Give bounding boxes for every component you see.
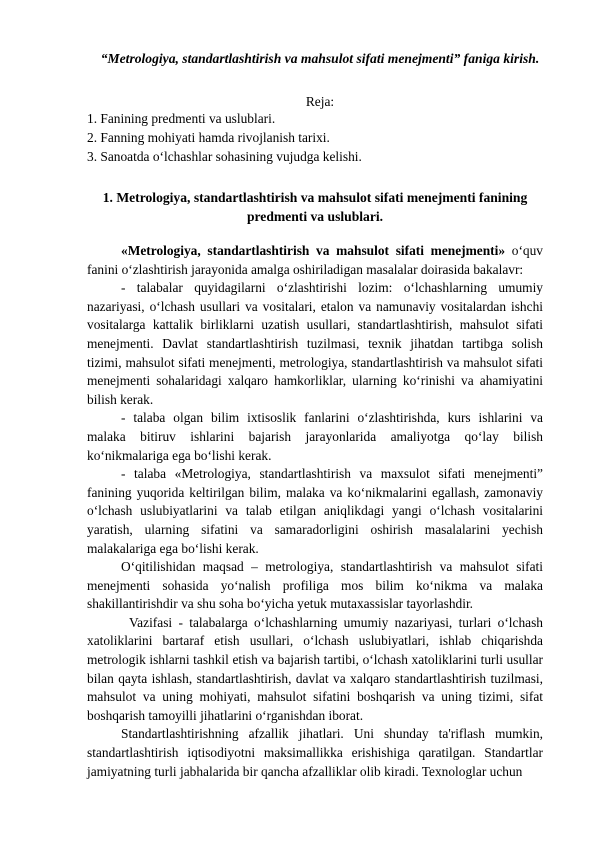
- paragraph: Vazifasi - talabalarga o‘lchashlarning umumiy nazariyasi, turlari o‘lchash xatoliklarini bartaraf etish usullari, o‘lchash uslubiyatlari, ishlab chiqarishda metrologik ishlarni tashkil etish va bajarish tartibi, o‘lchash xatoliklarini turli usullar bilan qayta ishlash, standartlashtirish, davlat va xalqaro standartlashtirish tuzilmasi, mahsulot va uning mohiyati, mahsulot sifatini boshqarish va uning tizimi, sifat boshqarish tamoyilli jihatlarini o‘rganishdan iborat.: [87, 614, 543, 723]
- section-body: [87, 242, 543, 781]
- document-title: “Metrologiya, standartlashtirish va mahsulot sifati menejmenti” faniga kirish.: [100, 51, 540, 66]
- paragraph: - talaba olgan bilim ixtisoslik fanlarini o‘zlashtirishda, kurs ishlarini va malaka bitiruv ishlarini bajarish jarayonlarida amaliyotga qo‘lay bilish ko‘nikmalariga ega bo‘lishi kerak.: [87, 410, 543, 463]
- intro-rest: o‘quv fanini o‘zlashtirish jarayonida amalga oshiriladigan masalalar doirasida bakalavr:: [87, 243, 543, 277]
- paragraph: O‘qitilishidan maqsad – metrologiya, standartlashtirish va mahsulot sifati menejmenti sohasida yo‘nalish profiliga mos bilim ko‘nikma va malaka shakillantirishdir va shu soha bo‘yicha yetuk mutaxassislar tayorlashdir.: [87, 559, 543, 612]
- intro-bold-phrase: «Metrologiya, standartlashtirish va mahsulot sifati menejmenti»: [121, 243, 506, 258]
- plan-item: 1. Fanining predmenti va uslublari.: [87, 111, 276, 126]
- plan-item: 3. Sanoatda o‘lchashlar sohasining vujudga kelishi.: [87, 149, 362, 164]
- paragraph: - talaba «Metrologiya, standartlashtirish va maxsulot sifati menejmenti” fanining yuqorida keltirilgan bilim, malaka va ko‘nikmalarini egallash, zamonaviy o‘lchash uslubiyatlarini va talab etilgan aniqlikdagi yangi o‘lchash vositalarini yaratish, ularning sifatini va samaradorligini oshirish masalalarini yechish malakalariga ega bo‘lishi kerak.: [87, 466, 543, 556]
- plan-item: 2. Fanning mohiyati hamda rivojlanish tarixi.: [87, 130, 330, 145]
- paragraph: - talabalar quyidagilarni o‘zlashtirishi lozim: o‘lchashlarning umumiy nazariyasi, o‘lchash usullari va vositalari, etalon va namunaviy vositalardan ishchi vositalarga kattalik birliklarni uzatish usullari, standartlashtirish, mahsulot sifati menejmenti. Davlat standartlashtirish tuzilmasi, texnik jihatdan tartibga solish tizimi, mahsulot sifati menejmenti, metrologiya, standartlashtirish va mahsulot sifati menejmenti sohalaridagi xalqaro hamkorliklar, ularning ko‘rinishi va ahamiyatini bilish kerak.: [87, 280, 543, 407]
- section-heading: 1. Metrologiya, standartlashtirish va mahsulot sifati menejmenti fanining predmenti va uslublari.: [102, 190, 528, 224]
- paragraph: Standartlashtirishning afzallik jihatlari. Uni shunday ta'riflash mumkin, standartlashtirish iqtisodiyotni maksimallikka erishishiga qaratilgan. Standartlar jamiyatning turli jabhalarida bir qancha afzalliklar olib kiradi. Texnologlar uchun: [87, 726, 543, 779]
- intro-paragraph: [87, 242, 543, 279]
- plan-heading: Reja:: [305, 94, 335, 109]
- plan-list: [87, 110, 362, 167]
